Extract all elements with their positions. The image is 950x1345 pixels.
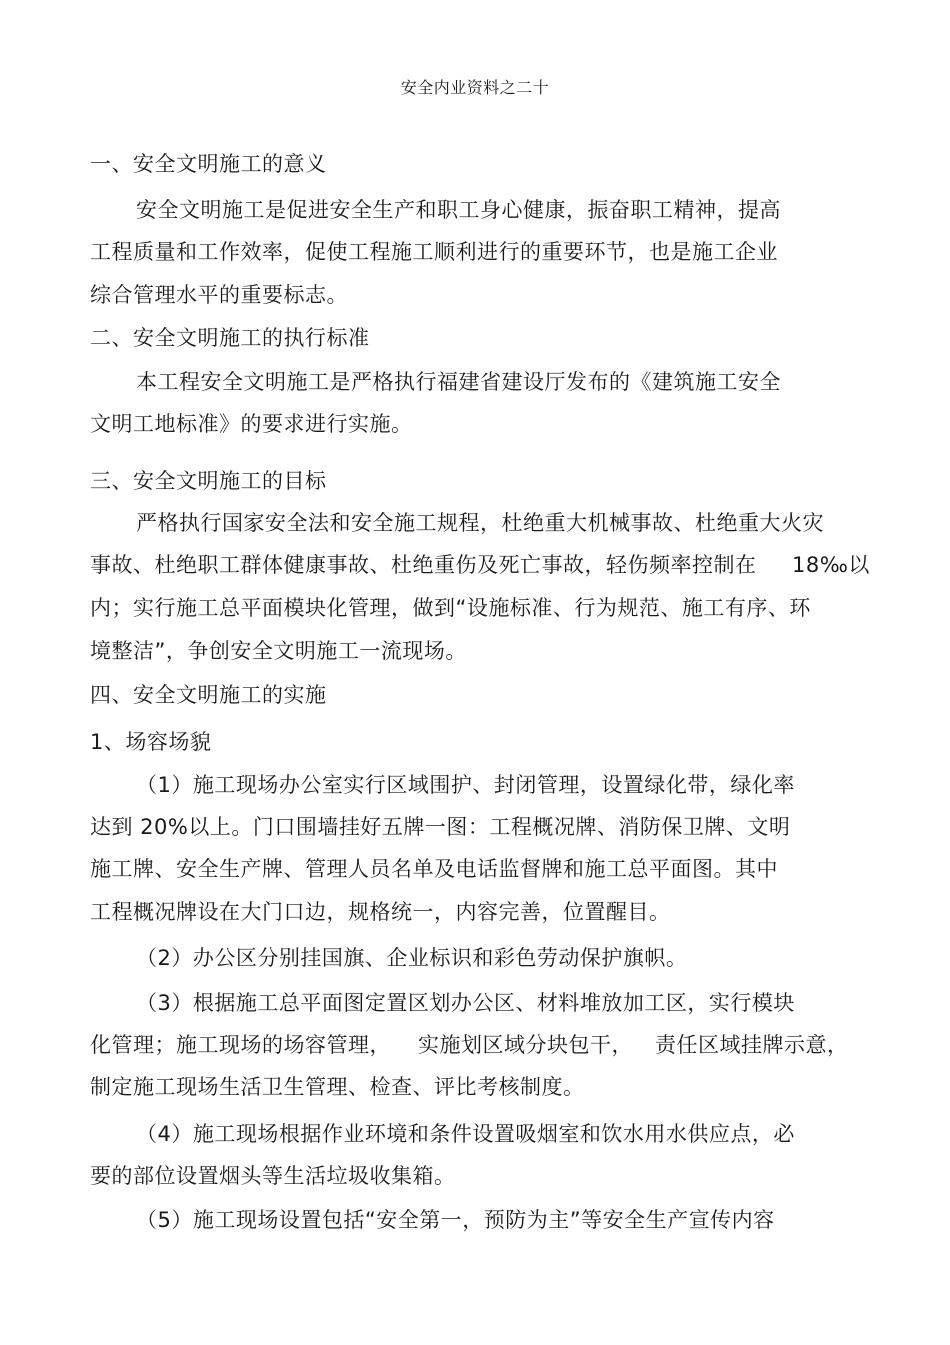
paragraph-line: （4）施工现场根据作业环境和条件设置吸烟室和饮水用水供应点，必 bbox=[136, 1122, 795, 1146]
paragraph-line: 综合管理水平的重要标志。 bbox=[90, 283, 348, 307]
paragraph-line: 事故、杜绝职工群体健康事故、杜绝重伤及死亡事故，轻伤频率控制在 bbox=[90, 553, 757, 577]
paragraph-line: 要的部位设置烟头等生活垃圾收集箱。 bbox=[90, 1164, 456, 1188]
paragraph-line: 实施划区域分块包干， bbox=[418, 1033, 633, 1057]
section-heading-2: 二、安全文明施工的执行标准 bbox=[90, 326, 370, 350]
paragraph-line: （5）施工现场设置包括“安全第一，预防为主”等安全生产宣传内容 bbox=[136, 1208, 775, 1232]
paragraph-line: 制定施工现场生活卫生管理、检查、评比考核制度。 bbox=[90, 1075, 585, 1099]
section-heading-4: 四、安全文明施工的实施 bbox=[90, 683, 327, 707]
paragraph-line: 本工程安全文明施工是严格执行福建省建设厅发布的《建筑施工安全 bbox=[136, 370, 781, 394]
document-title: 安全内业资料之二十 bbox=[400, 78, 550, 97]
paragraph-line: （2）办公区分别挂国旗、企业标识和彩色劳动保护旗帜。 bbox=[136, 946, 688, 970]
paragraph-line: 安全文明施工是促进安全生产和职工身心健康，振奋职工精神，提高 bbox=[136, 198, 781, 222]
paragraph-line: 达到 20%以上。门口围墙挂好五牌一图：工程概况牌、消防保卫牌、文明 bbox=[90, 815, 791, 839]
paragraph-line: 责任区域挂牌示意， bbox=[655, 1033, 849, 1057]
paragraph-line: 施工牌、安全生产牌、管理人员名单及电话监督牌和施工总平面图。其中 bbox=[90, 857, 778, 881]
paragraph-line: 文明工地标准》的要求进行实施。 bbox=[90, 412, 413, 436]
paragraph-line: （3）根据施工总平面图定置区划办公区、材料堆放加工区，实行模块 bbox=[136, 991, 795, 1015]
section-heading-1: 一、安全文明施工的意义 bbox=[90, 152, 327, 176]
paragraph-line: 内；实行施工总平面模块化管理，做到“设施标准、行为规范、施工有序、环 bbox=[90, 596, 811, 620]
paragraph-line: 工程概况牌设在大门口边，规格统一，内容完善，位置醒目。 bbox=[90, 900, 671, 924]
paragraph-line-rate: 18‰以 bbox=[792, 553, 870, 577]
paragraph-line: 严格执行国家安全法和安全施工规程，杜绝重大机械事故、杜绝重大火灾 bbox=[136, 511, 824, 535]
paragraph-line: 工程质量和工作效率，促使工程施工顺利进行的重要环节，也是施工企业 bbox=[90, 240, 778, 264]
section-heading-3: 三、安全文明施工的目标 bbox=[90, 469, 327, 493]
paragraph-line: 境整洁”，争创安全文明施工一流现场。 bbox=[90, 639, 467, 663]
subsection-heading: 1、场容场貌 bbox=[90, 730, 212, 754]
paragraph-line: 化管理；施工现场的场容管理， bbox=[90, 1033, 391, 1057]
paragraph-line: （1）施工现场办公室实行区域围护、封闭管理，设置绿化带，绿化率 bbox=[136, 773, 795, 797]
